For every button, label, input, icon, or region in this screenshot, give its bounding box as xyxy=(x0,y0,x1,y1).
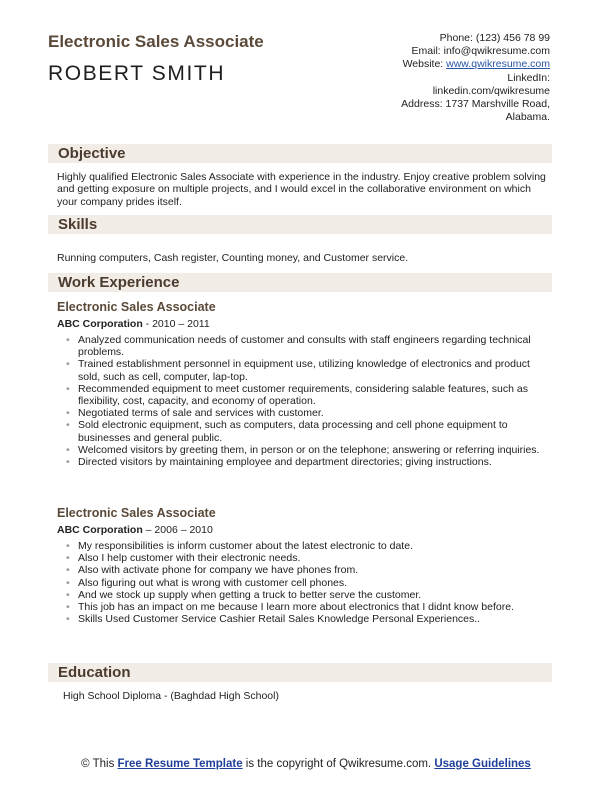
list-item: • Sold electronic equipment, such as computers, data processing and cell phone equipment to businesses and general public. xyxy=(66,419,552,443)
free-resume-template-link[interactable]: Free Resume Template xyxy=(117,758,243,770)
job-title: Electronic Sales Associate xyxy=(48,32,264,51)
work-experience-heading: Work Experience xyxy=(48,273,552,292)
list-item: • Negotiated terms of sale and services with customer. xyxy=(66,407,552,419)
list-item: • Also I help customer with their electronic needs. xyxy=(66,552,552,564)
job-2-title: Electronic Sales Associate xyxy=(57,506,216,520)
footer xyxy=(0,757,612,771)
contact-block xyxy=(330,32,550,124)
list-item: • This job has an impact on me because I learn more about electronics that I didnt know before. xyxy=(66,601,552,613)
footer-middle: is the copyright of Qwikresume.com. xyxy=(242,758,435,770)
list-item: • And we stock up supply when getting a truck to better serve the customer. xyxy=(66,589,552,601)
list-item: • Recommended equipment to meet customer requirements, considering salable features, such as flexibility, cost, capacity, and economy of operation. xyxy=(66,383,552,407)
contact-website xyxy=(330,58,550,71)
job-1-dates: - 2010 – 2011 xyxy=(142,318,210,330)
education-text: High School Diploma - (Baghdad High School) xyxy=(63,690,279,702)
list-item: • Welcomed visitors by greeting them, in person or on the telephone; answering or referring inquiries. xyxy=(66,444,552,456)
job-1-company-line xyxy=(57,318,210,331)
candidate-name: ROBERT SMITH xyxy=(48,62,226,85)
resume-header xyxy=(48,32,264,86)
job-1-title: Electronic Sales Associate xyxy=(57,300,216,314)
contact-email: Email: info@qwikresume.com xyxy=(411,45,550,58)
objective-text: Highly qualified Electronic Sales Associate with experience in the industry. Enjoy creative problem solving and getting exposure on multiple projects, and I would excel in the collaborative environment on which your company prides itself. xyxy=(57,171,546,208)
contact-address-line1: Address: 1737 Marshville Road, xyxy=(401,98,550,111)
skills-heading: Skills xyxy=(48,215,552,234)
usage-guidelines-link[interactable]: Usage Guidelines xyxy=(434,758,531,770)
list-item: • Analyzed communication needs of customer and consults with staff engineers regarding technical problems. xyxy=(66,334,552,358)
list-item: • Also with activate phone for company we have phones from. xyxy=(66,564,552,576)
contact-phone: Phone: (123) 456 78 99 xyxy=(439,32,550,44)
skills-text: Running computers, Cash register, Counting money, and Customer service. xyxy=(57,252,409,264)
list-item: • Trained establishment personnel in equipment use, utilizing knowledge of electronics and product sold, such as cell, computer, lap-top. xyxy=(66,358,552,382)
contact-linkedin-label: LinkedIn: xyxy=(507,71,550,84)
objective-heading: Objective xyxy=(48,144,552,163)
contact-linkedin-url: linkedin.com/qwikresume xyxy=(432,84,550,97)
job-1-bullets xyxy=(66,334,552,468)
footer-prefix: © This xyxy=(81,758,118,770)
list-item: • Skills Used Customer Service Cashier Retail Sales Knowledge Personal Experiences.. xyxy=(66,613,552,625)
job-2-bullets xyxy=(66,540,552,625)
list-item: • Also figuring out what is wrong with customer cell phones. xyxy=(66,577,552,589)
contact-address-line2: Alabama. xyxy=(505,111,550,124)
list-item: • Directed visitors by maintaining employee and department directories; giving instructions. xyxy=(66,456,552,468)
website-label: Website: xyxy=(402,58,447,71)
job-2-company: ABC Corporation xyxy=(57,524,143,536)
education-heading: Education xyxy=(48,663,552,682)
website-link[interactable]: www.qwikresume.com xyxy=(446,58,550,71)
job-1-company: ABC Corporation xyxy=(57,318,143,330)
list-item: • My responsibilities is inform customer about the latest electronic to date. xyxy=(66,540,552,552)
job-2-dates: – 2006 – 2010 xyxy=(142,524,213,536)
job-2-company-line xyxy=(57,524,213,537)
